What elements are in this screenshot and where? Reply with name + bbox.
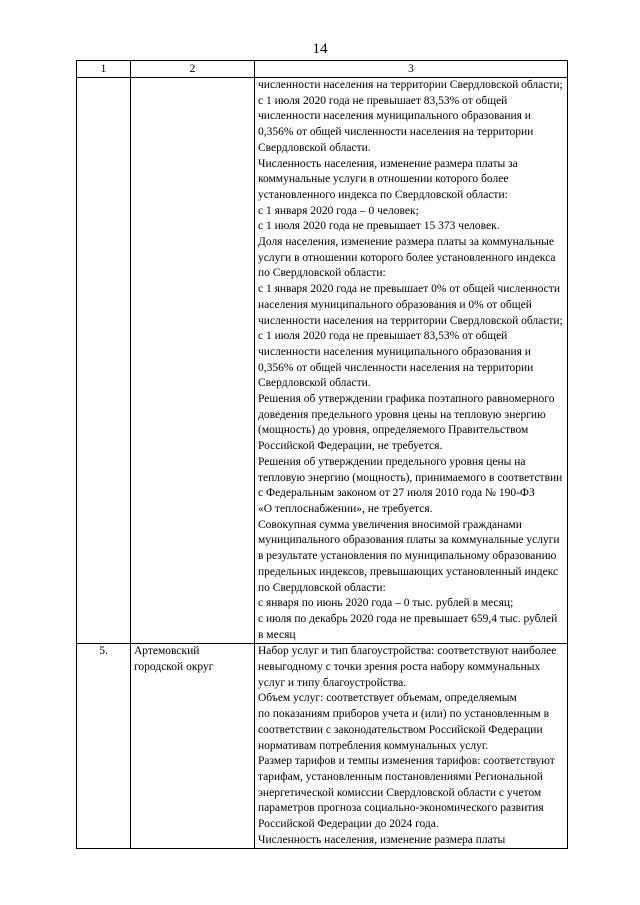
text-line: Совокупная сумма увеличения вносимой гражданами xyxy=(258,518,522,531)
text-line: по показаниям приборов учета и (или) по установленным в xyxy=(258,708,550,721)
text-line: численности населения на территории Свердловской области; xyxy=(258,79,563,91)
row-5-text-cell xyxy=(255,644,568,849)
text-line: «О теплоснабжении», не требуется. xyxy=(258,502,433,515)
text-line: по Свердловской области: xyxy=(258,267,386,280)
row-name-cell xyxy=(131,78,255,644)
text-line: услуг и типу благоустройства. xyxy=(258,676,407,689)
text-line: (мощность) до уровня, определяемого Правительством xyxy=(258,424,529,437)
text-line: 0,356% от общей численности населения на территории xyxy=(258,126,534,139)
text-line: услуги в отношении которого более установленного индекса xyxy=(258,251,556,264)
text-line: Свердловской области. xyxy=(258,141,371,154)
text-line: установленного индекса по Свердловской области: xyxy=(258,188,508,201)
text-line: с 1 июля 2020 года не превышает 83,53% от общей xyxy=(258,330,508,343)
text-line: энергетической комиссии Свердловской области с учетом xyxy=(258,786,542,799)
page-number: 14 xyxy=(312,41,328,57)
row-5-name-block xyxy=(134,644,251,675)
text-line: с 1 января 2020 года – 0 человек; xyxy=(258,204,419,217)
table-header-row xyxy=(77,61,568,78)
data-table xyxy=(76,60,568,849)
text-line: параметров прогноза социально-экономического развития xyxy=(258,802,544,815)
text-line: Доля населения, изменение размера платы за коммунальные xyxy=(258,236,554,249)
text-line: в результате установления по муниципальному образованию xyxy=(258,550,557,563)
text-line: с июля по декабрь 2020 года не превышает 659,4 тыс. рублей xyxy=(258,612,558,625)
row-5-text-block xyxy=(258,644,564,848)
text-line: предельных индексов, превышающих установленный индекс xyxy=(258,565,559,578)
text-line: населения муниципального образования и 0% от общей xyxy=(258,298,532,311)
text-line: по Свердловской области: xyxy=(258,581,386,594)
text-line: с 1 января 2020 года не превышает 0% от общей численности xyxy=(258,283,560,296)
row-number-cell xyxy=(77,78,131,644)
text-line: муниципального образования платы за коммунальные услуги xyxy=(258,534,560,547)
text-line: 0,356% от общей численности населения на территории xyxy=(258,361,534,374)
text-line: тепловую энергию (мощность), принимаемого в соответствии xyxy=(258,471,563,484)
text-line: Объем услуг: соответствует объемам, определяемым xyxy=(258,692,517,705)
text-line: численности населения на территории Свердловской области; xyxy=(258,314,563,327)
text-line: Российской Федерации до 2024 года. xyxy=(258,818,439,831)
text-line: Численность населения, изменение размера платы за xyxy=(258,157,518,170)
text-line: Российской Федерации, не требуется. xyxy=(258,440,443,453)
text-line: Набор услуг и тип благоустройства: соответствуют наиболее xyxy=(258,645,557,658)
text-line: Решения об утверждении предельного уровня цены на xyxy=(258,455,526,468)
text-line: с 1 июля 2020 года не превышает 15 373 человек. xyxy=(258,220,500,233)
text-line: с Федеральным законом от 27 июля 2010 года № 190-ФЗ xyxy=(258,487,535,500)
text-line: тарифам, установленным постановлениями Региональной xyxy=(258,770,543,783)
text-line: Решения об утверждении графика поэтапного равномерного xyxy=(258,393,555,406)
text-line: численности населения муниципального образования и xyxy=(258,345,531,358)
row-text-cell xyxy=(255,78,568,644)
name-line: Артемовский xyxy=(134,645,200,658)
name-line: городской округ xyxy=(134,661,214,674)
column-header-3: 3 xyxy=(255,61,568,78)
table-row-continued xyxy=(77,78,568,644)
text-line: доведения предельного уровня цены на тепловую энергию xyxy=(258,408,546,421)
column-header-2: 2 xyxy=(131,61,255,78)
text-line: невыгодному с точки зрения роста набору коммунальных xyxy=(258,661,541,674)
text-line: Численность населения, изменение размера платы xyxy=(258,833,506,846)
table-row-5 xyxy=(77,644,568,849)
text-line: численности населения муниципального образования и xyxy=(258,110,531,123)
text-line: коммунальные услуги в отношении которого более xyxy=(258,173,509,186)
row-5-name-cell xyxy=(131,644,255,849)
text-line: с января по июнь 2020 года – 0 тыс. рублей в месяц; xyxy=(258,597,514,610)
text-line: в месяц xyxy=(258,628,296,641)
text-line: Размер тарифов и темпы изменения тарифов: соответствуют xyxy=(258,755,555,768)
row-5-number-cell: 5. xyxy=(77,644,131,849)
row-text-block xyxy=(258,78,564,643)
text-line: нормативам потребления коммунальных услуг. xyxy=(258,739,489,752)
column-header-1: 1 xyxy=(77,61,131,78)
text-line: с 1 июля 2020 года не превышает 83,53% от общей xyxy=(258,94,508,107)
text-line: соответствии с законодательством Российской Федерации xyxy=(258,723,543,736)
text-line: Свердловской области. xyxy=(258,377,371,390)
